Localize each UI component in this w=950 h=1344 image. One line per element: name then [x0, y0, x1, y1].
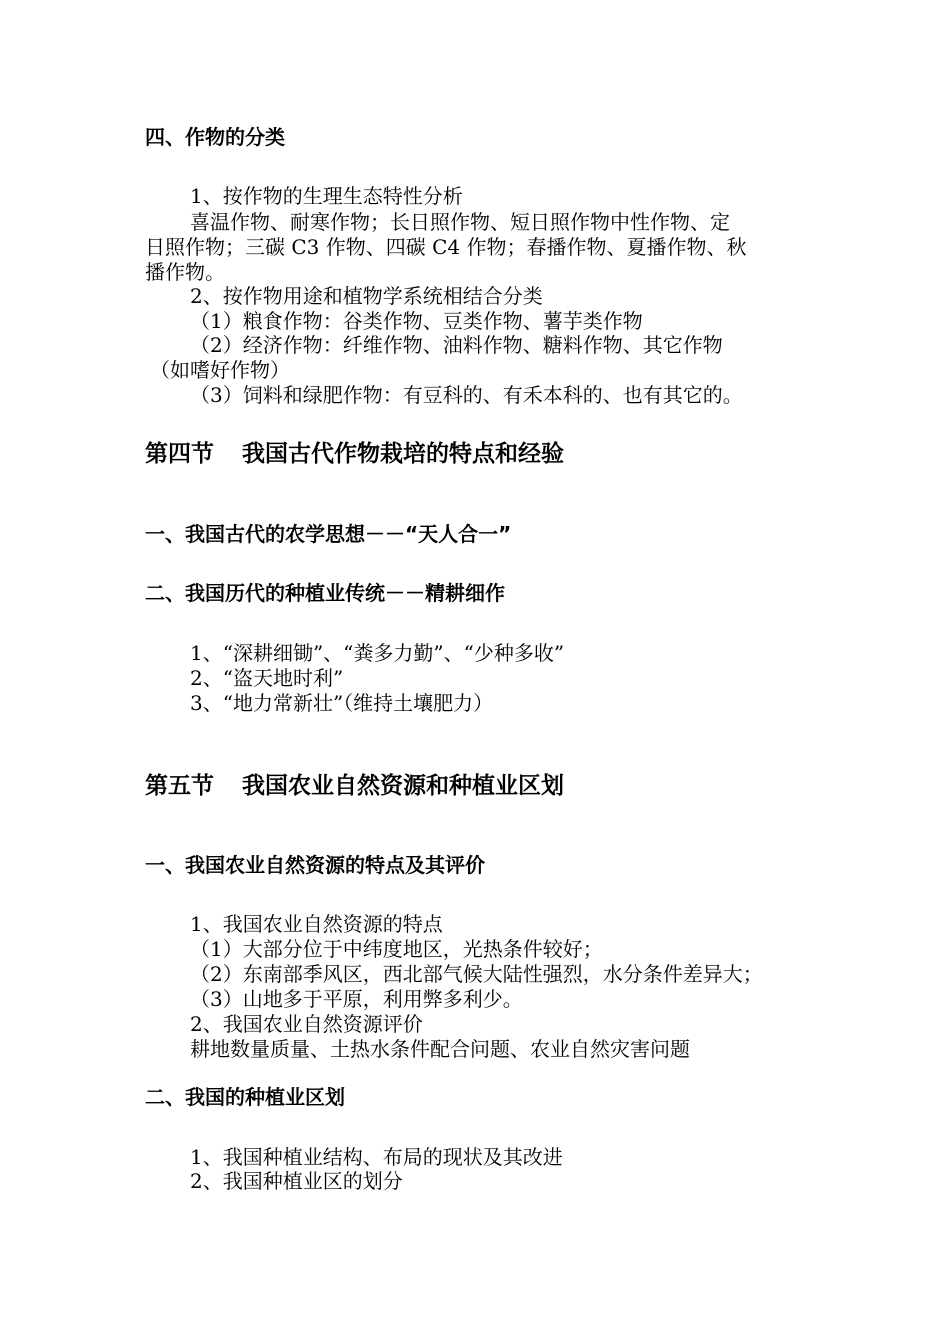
- section4-subheading-1: 一、我国古代的农学思想－－“天人合一”: [145, 522, 512, 546]
- item2-title: 2、按作物用途和植物学系统相结合分类: [190, 284, 543, 308]
- section5-p1-sub: （3）山地多于平原，利用弊多利少。: [190, 987, 523, 1011]
- section5-p1-title: 1、我国农业自然资源的特点: [190, 912, 443, 936]
- section5-p2-text: 耕地数量质量、土热水条件配合问题、农业自然灾害问题: [190, 1037, 690, 1061]
- item1-title: 1、按作物的生理生态特性分析: [190, 184, 463, 208]
- section5-subheading-2: 二、我国的种植业区划: [145, 1085, 345, 1109]
- item1-text-line2: 日照作物；三碳 C3 作物、四碳 C4 作物；春播作物、夏播作物、秋: [145, 235, 747, 259]
- section5-list-item: 1、我国种植业结构、布局的现状及其改进: [190, 1145, 563, 1169]
- section5-heading: [145, 772, 564, 800]
- heading-crop-classification: 四、作物的分类: [145, 125, 285, 149]
- section4-list-item: 1、“深耕细锄”、“粪多力勤”、“少种多收”: [190, 641, 565, 665]
- section4-list-item: 3、“地力常新壮”（维持土壤肥力）: [190, 691, 494, 715]
- item1-text-line3: 播作物。: [145, 260, 225, 284]
- section5-p1-sub: （2）东南部季风区，西北部气候大陆性强烈，水分条件差异大；: [190, 962, 763, 986]
- section4-number: 第四节: [145, 441, 214, 467]
- section5-p1-sub: （1）大部分位于中纬度地区，光热条件较好；: [190, 937, 603, 961]
- item2-sub1: （1）粮食作物：谷类作物、豆类作物、薯芋类作物: [190, 309, 643, 333]
- item1-text-line1: 喜温作物、耐寒作物；长日照作物、短日照作物中性作物、定: [190, 210, 730, 234]
- section4-title: 我国古代作物栽培的特点和经验: [242, 441, 564, 467]
- section5-title: 我国农业自然资源和种植业区划: [242, 773, 564, 799]
- section5-p2-title: 2、我国农业自然资源评价: [190, 1012, 423, 1036]
- section4-subheading-2: 二、我国历代的种植业传统－－精耕细作: [145, 581, 505, 605]
- item2-sub2-line2: （如嗜好作物）: [150, 358, 290, 382]
- item2-sub2-line1: （2）经济作物：纤维作物、油料作物、糖料作物、其它作物: [190, 333, 723, 357]
- section5-list-item: 2、我国种植业区的划分: [190, 1169, 403, 1193]
- section5-subheading-1: 一、我国农业自然资源的特点及其评价: [145, 853, 485, 877]
- section5-number: 第五节: [145, 773, 214, 799]
- item2-sub3: （3）饲料和绿肥作物：有豆科的、有禾本科的、也有其它的。: [190, 383, 743, 407]
- section4-heading: [145, 440, 564, 468]
- section4-list-item: 2、“盗天地时利”: [190, 666, 344, 690]
